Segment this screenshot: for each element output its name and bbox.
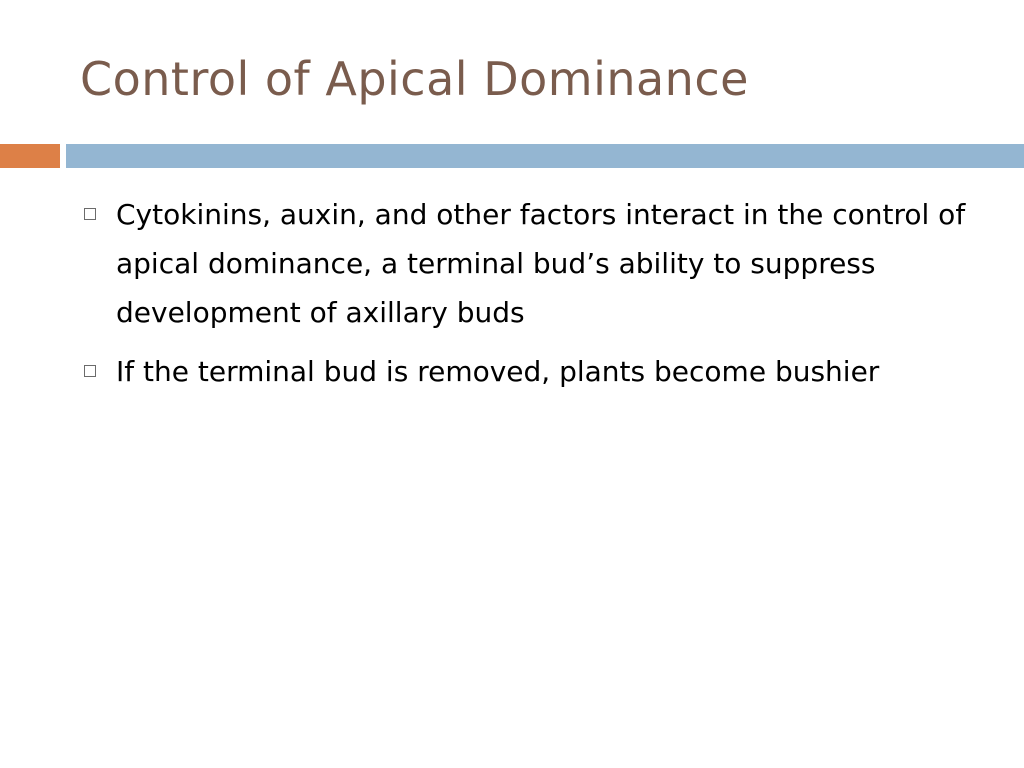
accent-bar-orange: [0, 144, 60, 168]
bullet-item: [80, 347, 980, 396]
accent-bar-blue: [66, 144, 1024, 168]
bullet-text: If the terminal bud is removed, plants become bushier: [116, 355, 880, 388]
bullet-list: [80, 190, 980, 406]
bullet-text: Cytokinins, auxin, and other factors interact in the control of apical dominance, a terminal bud’s ability to suppress development of axillary buds: [116, 198, 966, 329]
bullet-item: [80, 190, 980, 337]
square-bullet-icon: [84, 208, 96, 220]
square-bullet-icon: [84, 365, 96, 377]
slide-title: Control of Apical Dominance: [80, 52, 749, 106]
